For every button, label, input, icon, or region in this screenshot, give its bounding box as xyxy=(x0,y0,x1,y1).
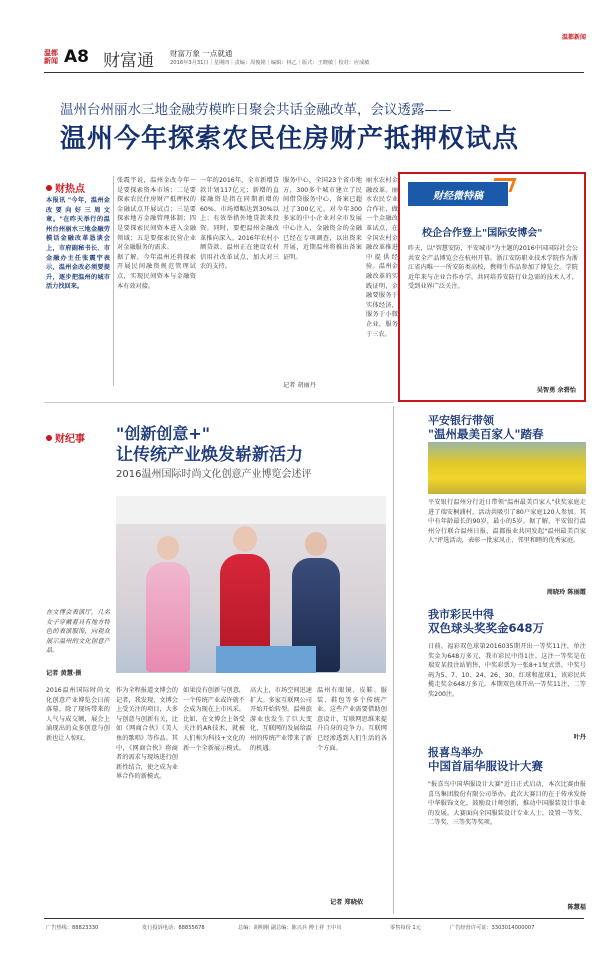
culture-col-1: 2016温州国际时尚文化创意产业博览会日前落幕，除了现场带来的人气与成交额，展会上涌现出的众多创意与创新也让人惊叹。 xyxy=(46,687,110,742)
design-body: "报喜鸟中国华服设计大赛"近日正式启动，本次比赛由报喜鸟集团股份有限公司举办。此次大赛目的在于传承发扬中华服饰文化，鼓励设计师创新，推动中国服装设计事业的发展。大赛面向全国服装设计专业人士，设置一等奖、二等奖、三等奖等奖项。 xyxy=(428,781,586,827)
photo-credit: 记者 黄慧·摄 xyxy=(46,670,82,677)
page-number: A8 xyxy=(64,47,89,67)
design-byline: 陈慧福 xyxy=(567,904,586,911)
bullet-icon xyxy=(46,185,52,191)
feature-box xyxy=(398,172,586,402)
lead-kicker: 温州台州丽水三地金融劳模昨日聚会共话金融改革，会议透露—— xyxy=(60,102,452,118)
performer-figure xyxy=(146,536,190,673)
design-title-1: 报喜鸟举办 xyxy=(428,746,483,759)
masthead-rule xyxy=(44,72,584,73)
feature-badge: 财经微特稿 xyxy=(408,182,508,206)
footer-editors: 总编：胡明刚 副总编：陈兴兵 傅士祥 王中川 xyxy=(238,925,342,931)
culture-title-1: "创新创意+" xyxy=(116,424,211,443)
lead-title: 温州今年探索农民住房财产抵押权试点 xyxy=(60,124,520,154)
footer-dist: 发行投诉电话：88855678 xyxy=(142,925,205,931)
growth-arrow-icon xyxy=(489,178,516,192)
section-name: 财富通 xyxy=(103,51,154,71)
culture-col-5: 温州有眼镜、皮鞋、服装、鞋包等多个传统产业。这些产业需要借助创意设计、互联网思维来提升自身的竞争力。互联网已经渗透到人们生活的各个方面。 xyxy=(317,687,387,752)
lead-col-4: 丽水农村金融改革。丽水农民专业合作社，做一个金融改革试点，在全国农村金融改革推进中提供经验。温州金融改革的实践证明，金融要服务于实体经济，服务于小微企业，服务于三农。 xyxy=(366,177,398,338)
lead-byline: 记者 胡丽丹 xyxy=(283,382,316,389)
date-line: 2016年3月31日｜星期四｜责编：周俊铭｜编辑：林乙｜版式：王晓敏｜校对：应成敏 xyxy=(170,60,370,66)
lottery-body: 日前，福彩双色球第2016035期开出一等奖11注，单注奖金为648万多元，我市彩民中得1注。这注一等奖是在瑞安某投注站销售，中奖彩票为一张8+1复式票，中奖号码为5、7、10、24、26、30、红球和蓝球1，该彩民共揽走奖金648万多元。本期双色球开出一等奖11注，二等奖200注。 xyxy=(428,643,586,698)
culture-col-2: 作为全程报道文博会的记者，我发现，文博会上受关注的项目，大多与创意与创新有关，比如《网商合伙》《美人鱼的歌唱》等作品。其中，《网商合伙》将商者的需求与现场进行创新性结合，使之成为业界合作的新模式。 xyxy=(116,687,178,781)
section-label-hot: 财热点 xyxy=(46,180,85,195)
culture-subtitle: 2016温州国际时尚文化创意产业博览会述评 xyxy=(116,469,312,480)
design-title-2: 中国首届华服设计大赛 xyxy=(428,759,543,773)
footer-rule xyxy=(44,918,584,919)
bank-body: 平安银行温州分行近日带领"温州最美百家人"获奖家庭走进了瑞安桐浦村，活动共吸引了80户家庭120人参加。其中有年龄最长的90岁，最小的5岁。据了解，平安银行温州分行联合温州日报、温都报业共同发起"温州最美百家人"评选活动，表彰一批家风正、邻里和睦的优秀家庭。 xyxy=(428,499,586,545)
lead-col-2: 一年的2016年，全市新增贷款计划117亿元；新增的直接融资是指在同期新增的60%，市场增幅达到30%以上；有效举措外地贷款来投资。同时，要把温州金融改革推向深入。2016年农村小额贷款、温州正在建设农村信用社改革试点，加大对三农的支持。 xyxy=(200,177,279,271)
culture-byline: 记者 郑晓依 xyxy=(330,899,364,906)
lead-col-3: 服务中心，全国23个省市地方，300多个城市建立了民间借贷服务中心，备案已超过了300亿元。对今年300多家的中小企业对全市发展中心注入，金融资金的金融已经在专项调查，以出资来开展，近期温州将推出备案证明。 xyxy=(283,177,362,261)
feature-body: 昨天，以"智慧安防，平安城市"为主题的2016中国国际社会公共安全产品博览会在杭州开幕。浙江安防职业技术学院作为浙江省内唯一一所安防类高校，携师生作品参加了博览会。学院近年来与企业合作办学，共同培养安防行业急需的技术人才，受到业界广泛关注。 xyxy=(408,245,578,291)
culture-col-3: 如果没有创新与创意，一个传统产业或许就不会成为现在上市风采。比如，在文博会上备受关注的AR技术，就被人们称为科技+文化的新一个全新展示模式。 xyxy=(183,687,245,752)
photo-caption: 在文博会表演厅，几名女子穿戴着具有地方特色的表演服饰，向观众展示温州的文化创意产品。 xyxy=(46,609,110,655)
lottery-byline: 叶丹 xyxy=(573,734,586,741)
footer-price: 零售每份 1元 xyxy=(390,925,421,931)
culture-col-4: 高大上，市场空间迅速扩大。多家互联网公司开始开始转型。温州旅游业也发生了巨大变化，互联网的发展给温州的传统产业带来了新的机遇。 xyxy=(250,687,312,752)
paper-name: 温都 新闻 xyxy=(44,49,58,65)
display-panel xyxy=(216,646,316,673)
footer-license: 广告经营许可证：3303014000007 xyxy=(450,925,535,931)
top-right-mark: 温都新闻 xyxy=(561,34,586,41)
bullet-icon xyxy=(46,435,52,441)
lottery-title-2: 双色球头奖奖金648万 xyxy=(428,621,545,635)
slogan: 财富万象 一点就通 xyxy=(170,49,233,58)
lead-summary: 本报讯 "今年，温州金改要向好三周文章。"在昨天举行的温州台州丽水三地金融劳模话金融改革恳谈会上，市府副秘书长、市金融办主任张震宇表示，温州金改必须要提升，逐步把温州的城市活力找回来。 xyxy=(46,197,110,291)
section-label-record: 财纪事 xyxy=(46,430,85,445)
footer-hotline: 广告热线：88823330 xyxy=(46,925,99,931)
lead-col-1: 张震宇说，温州金改今年一是要探索资本市场；二是要探索农民住房财产抵押权的金融试点开展试点；三是要探索地方金融管理体制；四是要探索民间资本进入金融领域；五是要探索民营企业对金融服务的需求。 据了解，今年温州还将探索开展民间融资规范管理试点，实现民间资本与金融资本有效对接。 xyxy=(117,177,196,290)
bank-photo xyxy=(428,442,586,494)
bank-byline: 周晓玲 陈丽霞 xyxy=(546,589,586,596)
column-divider xyxy=(393,406,394,914)
lottery-title-1: 我市彩民中得 xyxy=(428,608,494,621)
feature-title: 校企合作登上"国际安博会" xyxy=(422,228,543,239)
bank-title-1: 平安银行带领 xyxy=(428,414,494,427)
section-rule xyxy=(44,402,394,403)
banner-shape xyxy=(116,496,386,524)
expo-photo xyxy=(116,496,386,673)
culture-title-2: 让传统产业焕发崭新活力 xyxy=(116,445,303,465)
divider xyxy=(113,176,114,386)
feature-byline: 吴智勇 余碧怡 xyxy=(536,387,576,394)
bank-title-2: "温州最美百家人"踏春 xyxy=(428,427,544,441)
